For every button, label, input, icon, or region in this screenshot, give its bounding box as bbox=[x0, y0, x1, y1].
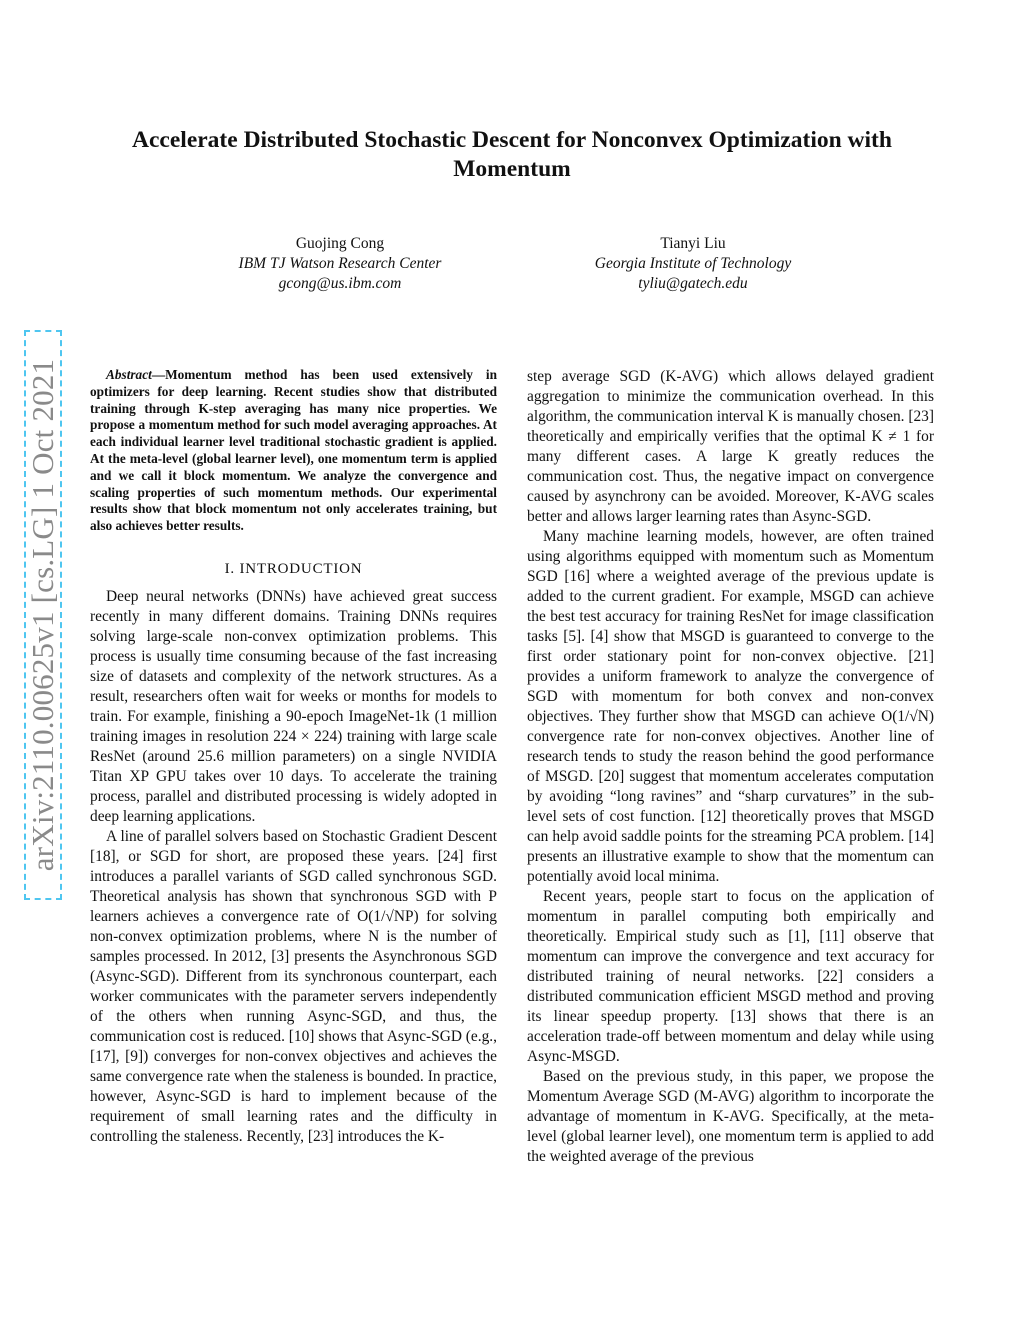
paragraph: Many machine learning models, however, are often trained using algorithms equipped with momentum such as Momentum SGD [16] where a weighted average of the previous update is added to the current gradient. For example, MSGD can achieve the best test accuracy for training ResNet for image classification tasks [5]. [4] show that MSGD is guaranteed to converge to the first order stationary point for non-convex objective. [21] provides a uniform framework to analyze the convergence of SGD with momentum for both convex and non-convex objectives. They further show that MSGD can achieve O(1/√N) convergence rate for non-convex objectives. Another line of research tends to study the reason behind the good performance of MSGD. [20] suggest that momentum accelerates computation by avoiding “long ravines” and “sharp curvatures” in the sub-level sets of cost function. [12] theoretically proves that MSGD can help avoid saddle points for the streaming PCA problem. [14] presents an illustrative example to show that the momentum can potentially avoid local minima. bbox=[527, 528, 934, 885]
author-affiliation: Georgia Institute of Technology bbox=[594, 255, 792, 272]
left-column bbox=[90, 367, 497, 1147]
paragraph: Based on the previous study, in this paper, we propose the Momentum Average SGD (M-AVG) algorithm to incorporate the advantage of momentum in K-AVG. Specifically, at the meta-level (global learner level), one momentum term is applied to add the weighted average of the previous bbox=[527, 1068, 934, 1165]
author-email: tyliu@gatech.edu bbox=[638, 275, 748, 292]
abstract-text: —Momentum method has been used extensively in optimizers for deep learning. Recent studies show that distributed training through K-step averaging has many nice properties. We propose a momentum method for such model averaging approaches. At each individual learner level traditional stochastic gradient is applied. At the meta-level (global learner level), one momentum term is applied and we call it block momentum. We analyze the convergence and scaling properties of such momentum methods. Our experimental results show that block momentum not only accelerates training, but also achieves better results. bbox=[90, 367, 497, 534]
right-column bbox=[527, 367, 934, 1167]
paragraph: Deep neural networks (DNNs) have achieved great success recently in many different domains. Training DNNs requires solving large-scale non-convex optimization problems. This process is usually time consuming because of the fast increasing size of datasets and complexity of the network structures. As a result, researchers often wait for weeks or months for models to train. For example, finishing a 90-epoch ImageNet-1k (1 million training images in resolution 224 × 224) training with large scale ResNet (around 25.6 million parameters) on a single NVIDIA Titan XP GPU takes over 10 days. To accelerate the training process, parallel and distributed processing is widely adopted in deep learning applications. bbox=[90, 587, 497, 825]
arxiv-stamp bbox=[24, 330, 62, 900]
author-block-2 bbox=[523, 234, 863, 294]
paragraph: step average SGD (K-AVG) which allows delayed gradient aggregation to minimize the communication overhead. In this algorithm, the communication interval K is manually chosen. [23] theoretically and empirically verifies that the optimal K ≠ 1 for many different cases. A large K greatly reduces the communication cost. Thus, the negative impact on convergence caused by asynchrony can be avoided. Moreover, K-AVG scales better and allows larger learning rates than Async-SGD. bbox=[527, 368, 934, 525]
paragraph: A line of parallel solvers based on Stochastic Gradient Descent [18], or SGD for short, are proposed these years. [24] first introduces a parallel variants of SGD called synchronous SGD. Theoretical analysis has shown that synchronous SGD with P learners achieves a convergence rate of O(1/√NP) for solving non-convex optimization problems, where N is the number of samples processed. In 2012, [3] presents the Asynchronous SGD (Async-SGD). Different from its synchronous counterpart, each worker communicates with the parameter servers independently of the others when running Async-SGD, and thus, the communication cost is reduced. [10] shows that Async-SGD (e.g., [17], [9]) converges for non-convex objectives and achieves the same convergence rate when the staleness is bounded. In practice, however, Async-SGD is hard to implement because of the requirement of small learning rates and the difficulty in controlling the staleness. Recently, [23] introduces the K- bbox=[90, 827, 497, 1145]
section-heading: I. INTRODUCTION bbox=[224, 560, 363, 577]
author-name: Guojing Cong bbox=[295, 235, 385, 252]
author-affiliation: IBM TJ Watson Research Center bbox=[238, 255, 442, 272]
paper-title: Accelerate Distributed Stochastic Descent for Nonconvex Optimization with Momentum bbox=[132, 127, 892, 182]
abstract bbox=[90, 367, 497, 535]
abstract-label: Abstract bbox=[106, 367, 152, 382]
paragraph: Recent years, people start to focus on the application of momentum in parallel computing both empirically and theoretically. Empirical study such as [1], [11] observe that momentum can improve the convergence and text accuracy for distributed training of neural networks. [22] considers a distributed communication efficient MSGD method and proving its linear speedup property. [13] shows that there is an acceleration trade-off between momentum and delay while using Async-MSGD. bbox=[527, 888, 934, 1065]
arxiv-id: arXiv:2110.00625v1 [cs.LG] 1 Oct 2021 bbox=[25, 358, 60, 872]
author-block-1 bbox=[170, 234, 510, 294]
author-name: Tianyi Liu bbox=[660, 235, 726, 252]
author-email: gcong@us.ibm.com bbox=[278, 275, 402, 292]
